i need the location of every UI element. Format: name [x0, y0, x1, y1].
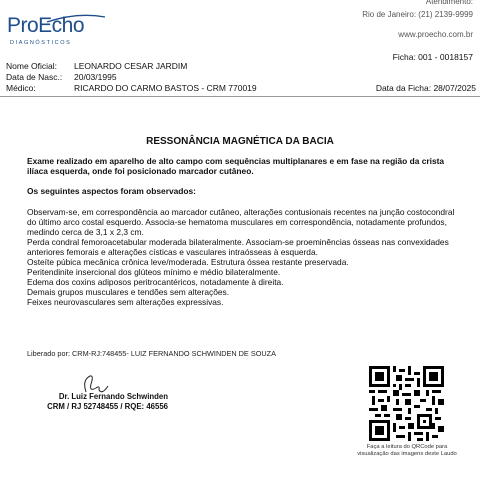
doctor-label: Médico:	[6, 83, 36, 93]
patient-name-row	[6, 61, 476, 72]
finding-item: Observam-se, em correspondência ao marcador cutâneo, alterações contusionais recentes na junção costocondral do último arco costal esquerdo. Associa-se hematoma musculares em correspondência, notadamente profundos, medindo cerca de 3,1 x 2,3 cm.	[27, 207, 455, 237]
patient-dob: 20/03/1995	[74, 72, 117, 82]
report-body	[27, 156, 459, 307]
doctor-name: Dr. Luiz Fernando Schwinden	[58, 392, 168, 401]
ficha-number: Ficha: 001 - 0018157	[392, 52, 473, 62]
website-link[interactable]: www.proecho.com.br	[398, 30, 473, 39]
proecho-logo	[7, 14, 107, 54]
finding-item: Feixes neurovasculares sem alterações expressivas.	[27, 297, 224, 307]
aspects-heading: Os seguintes aspectos foram observados:	[27, 186, 196, 196]
patient-name: LEONARDO CESAR JARDIM	[74, 61, 188, 71]
patient-doctor-row	[6, 83, 476, 94]
patient-info	[6, 61, 476, 94]
finding-item: Edema dos coxins adiposos peritrocantéricos, notadamente à direita.	[27, 277, 284, 287]
referring-doctor: RICARDO DO CARMO BASTOS - CRM 770019	[74, 83, 257, 93]
qr-caption: Faça a leitura do QRCode para visualização das imagens deste Laudo	[357, 444, 457, 457]
logo-subtitle: DIAGNÓSTICOS	[10, 40, 72, 46]
finding-item: Osteíte púbica mecânica crônica leve/moderada. Estrutura óssea restante preservada.	[27, 257, 349, 267]
ficha-date: Data da Ficha: 28/07/2025	[375, 83, 476, 93]
finding-item: Demais grupos musculares e tendões sem alterações.	[27, 287, 230, 297]
dob-label: Data de Nasc.:	[6, 72, 63, 82]
patient-dob-row	[6, 72, 476, 83]
report-header	[0, 0, 480, 62]
logo-text: ProEcho	[7, 14, 85, 37]
phone-number: Rio de Janeiro: (21) 2139-9999	[362, 10, 473, 19]
report-title: RESSONÂNCIA MAGNÉTICA DA BACIA	[146, 136, 334, 147]
name-label: Nome Oficial:	[6, 61, 58, 71]
released-by: Liberado por: CRM-RJ:748455- LUIZ FERNANDO SCHWINDEN DE SOUZA	[27, 349, 276, 358]
signing-doctor	[31, 392, 168, 412]
doctor-crm: CRM / RJ 52748455 / RQE: 46556	[47, 402, 168, 411]
finding-item: Perda condral femoroacetabular moderada bilateralmente. Associam-se proeminências ósseas nas convexidades anteriores femorais e alterações císticas e vasculares intraósseas à esquerda.	[27, 237, 449, 257]
report-intro: Exame realizado em aparelho de alto campo com sequências multiplanares e em fase na região da crista ilíaca esquerda, onde foi posicionado marcador cutâneo.	[27, 156, 445, 176]
atendimento-label: Atendimento:	[425, 0, 473, 6]
finding-item: Peritendinite insercional dos glúteos mínimo e médio bilateralmente.	[27, 267, 281, 277]
qr-code-icon[interactable]	[369, 366, 444, 441]
header-divider	[0, 96, 480, 97]
